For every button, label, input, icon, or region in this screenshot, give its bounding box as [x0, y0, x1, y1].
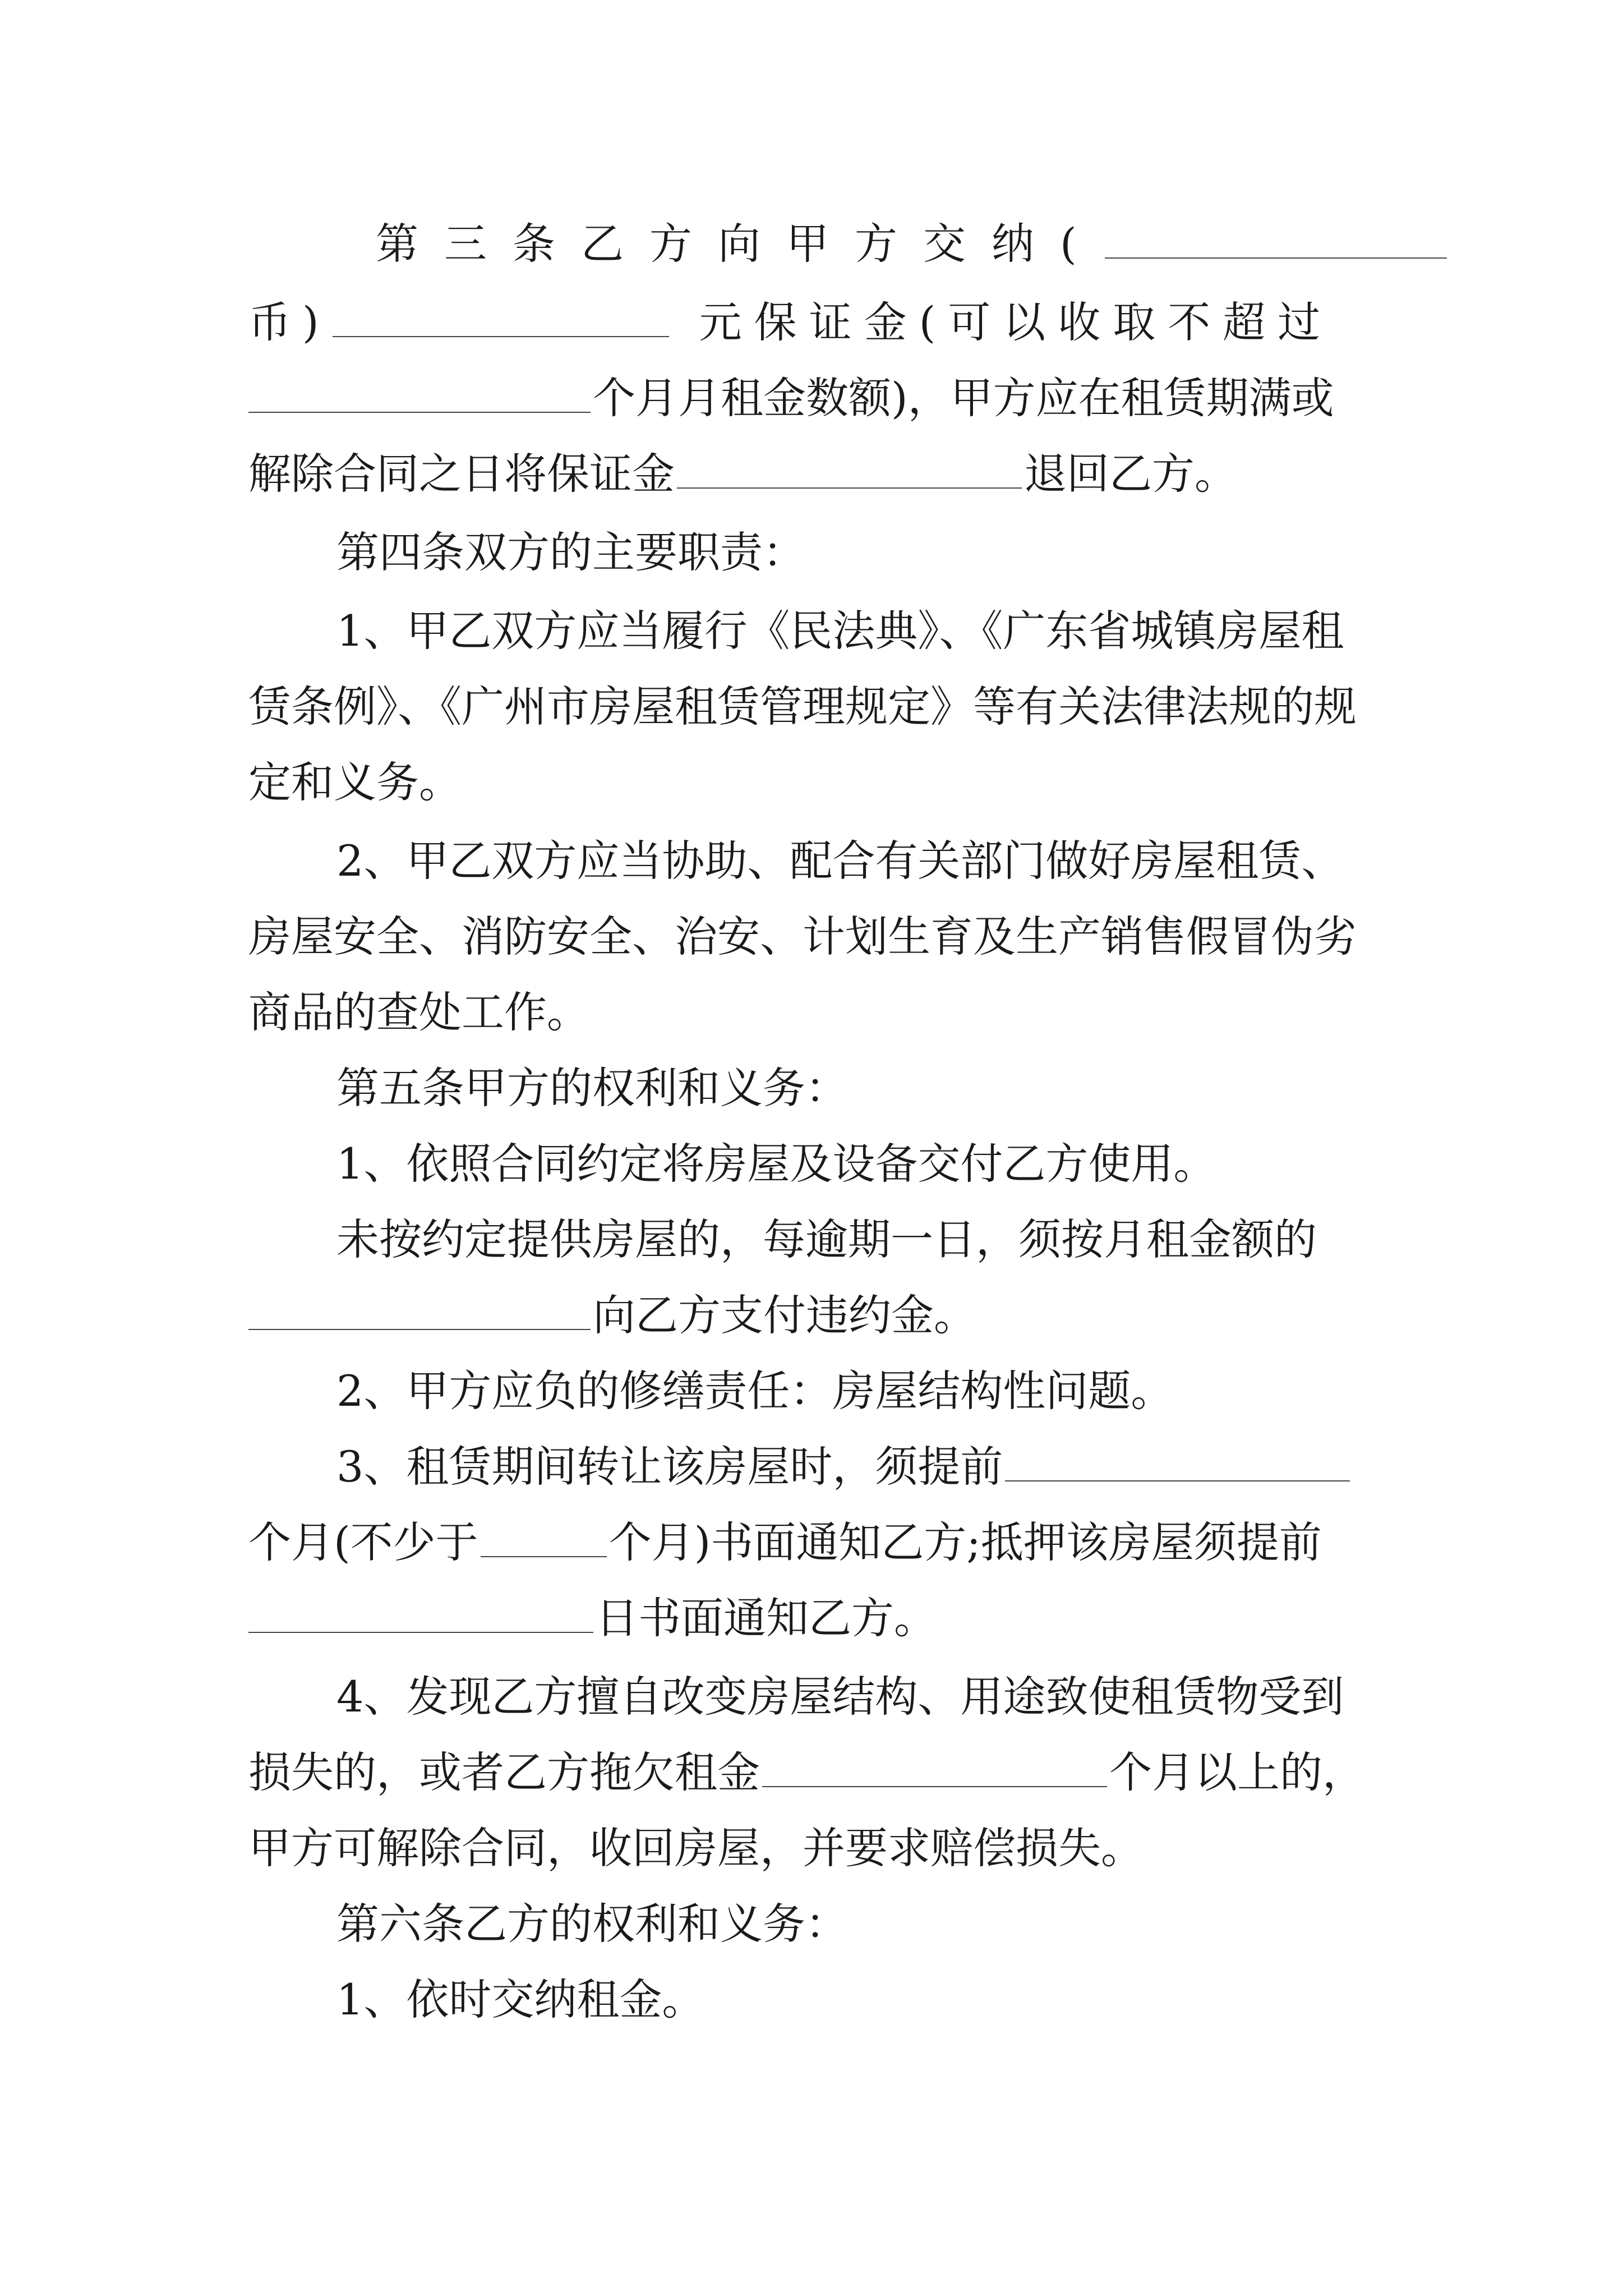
- fill-in-blank: [248, 1597, 593, 1633]
- art3-line4-a: 解除合同之日将保证金: [248, 449, 675, 499]
- art3-line-2: [248, 283, 1381, 362]
- fill-in-blank: [1005, 1446, 1350, 1481]
- art5-item4-line2-a: 损失的，或者乙方拖欠租金: [248, 1747, 760, 1797]
- art4-item2-line-3: 商品的查处工作。: [248, 987, 589, 1037]
- art5-item2: 2、甲方应负的修缮责任：房屋结构性问题。: [336, 1366, 1174, 1416]
- art3-line2-b: 元保证金(可以收取不超过: [699, 297, 1333, 347]
- art5-item3-line2-a: 个月(不少于: [248, 1517, 478, 1567]
- art5-item3-line2-b: 个月)书面通知乙方;抵押该房屋须提前: [608, 1517, 1322, 1567]
- art4-item1-line-2: 赁条例》、《广州市房屋租赁管理规定》等有关法律法规的规: [248, 682, 1357, 731]
- art5-item4-line-2: [248, 1733, 1381, 1812]
- art4-heading: 第四条双方的主要职责：: [336, 527, 805, 577]
- art5-item4-line2-b: 个月以上的，: [1109, 1747, 1365, 1797]
- fill-in-blank: [762, 1751, 1107, 1787]
- art3-line4-b: 退回乙方。: [1024, 449, 1237, 499]
- art5-item1: 1、依照合同约定将房屋及设备交付乙方使用。: [336, 1139, 1216, 1189]
- art4-item1-line-1: 1、甲乙双方应当履行《民法典》、《广东省城镇房屋租: [336, 606, 1344, 656]
- art4-item1-line-3: 定和义务。: [248, 757, 462, 807]
- art5-item3-line1-a: 3、租赁期间转让该房屋时，须提前: [336, 1442, 1003, 1492]
- art5-item3-line-2: [248, 1503, 1381, 1582]
- fill-in-blank: [248, 377, 591, 413]
- art3-line-1: [376, 205, 1381, 283]
- art3-line1-text: 第三条乙方向甲方交纳(: [376, 219, 1103, 269]
- fill-in-blank: [248, 1294, 591, 1330]
- fill-in-blank: [481, 1521, 607, 1557]
- art5-item4-line-3: 甲方可解除合同，收回房屋，并要求赔偿损失。: [248, 1823, 1144, 1873]
- art3-line2-a: 币): [248, 297, 330, 347]
- art5-item1-sub-line-1: 未按约定提供房屋的，每逾期一日，须按月租金额的: [336, 1214, 1317, 1264]
- art6-heading: 第六条乙方的权利和义务：: [336, 1899, 848, 1949]
- art4-item2-line-2: 房屋安全、消防安全、治安、计划生育及生产销售假冒伪劣: [248, 912, 1357, 961]
- art5-item3-line-1: [336, 1428, 1381, 1506]
- fill-in-blank: [1105, 223, 1447, 259]
- art5-item3-line3-b: 日书面通知乙方。: [596, 1593, 937, 1643]
- art5-item3-line-3: [248, 1579, 1381, 1658]
- art5-item4-line-1: 4、发现乙方擅自改变房屋结构、用途致使租赁物受到: [336, 1672, 1344, 1722]
- fill-in-blank: [333, 301, 669, 337]
- art3-line-4: [248, 435, 1381, 513]
- fill-in-blank: [677, 453, 1022, 489]
- art4-item2-line-1: 2、甲乙双方应当协助、配合有关部门做好房屋租赁、: [336, 836, 1344, 886]
- art3-line-3: [248, 359, 1381, 438]
- art6-item1: 1、依时交纳租金。: [336, 1975, 705, 2024]
- art5-heading: 第五条甲方的权利和义务：: [336, 1063, 848, 1113]
- art3-line3-b: 个月月租金数额)，甲方应在租赁期满或: [593, 373, 1334, 423]
- art5-item1-sub-line-2: [248, 1276, 1381, 1355]
- art5-item1-sub-line2-b: 向乙方支付违约金。: [593, 1290, 976, 1340]
